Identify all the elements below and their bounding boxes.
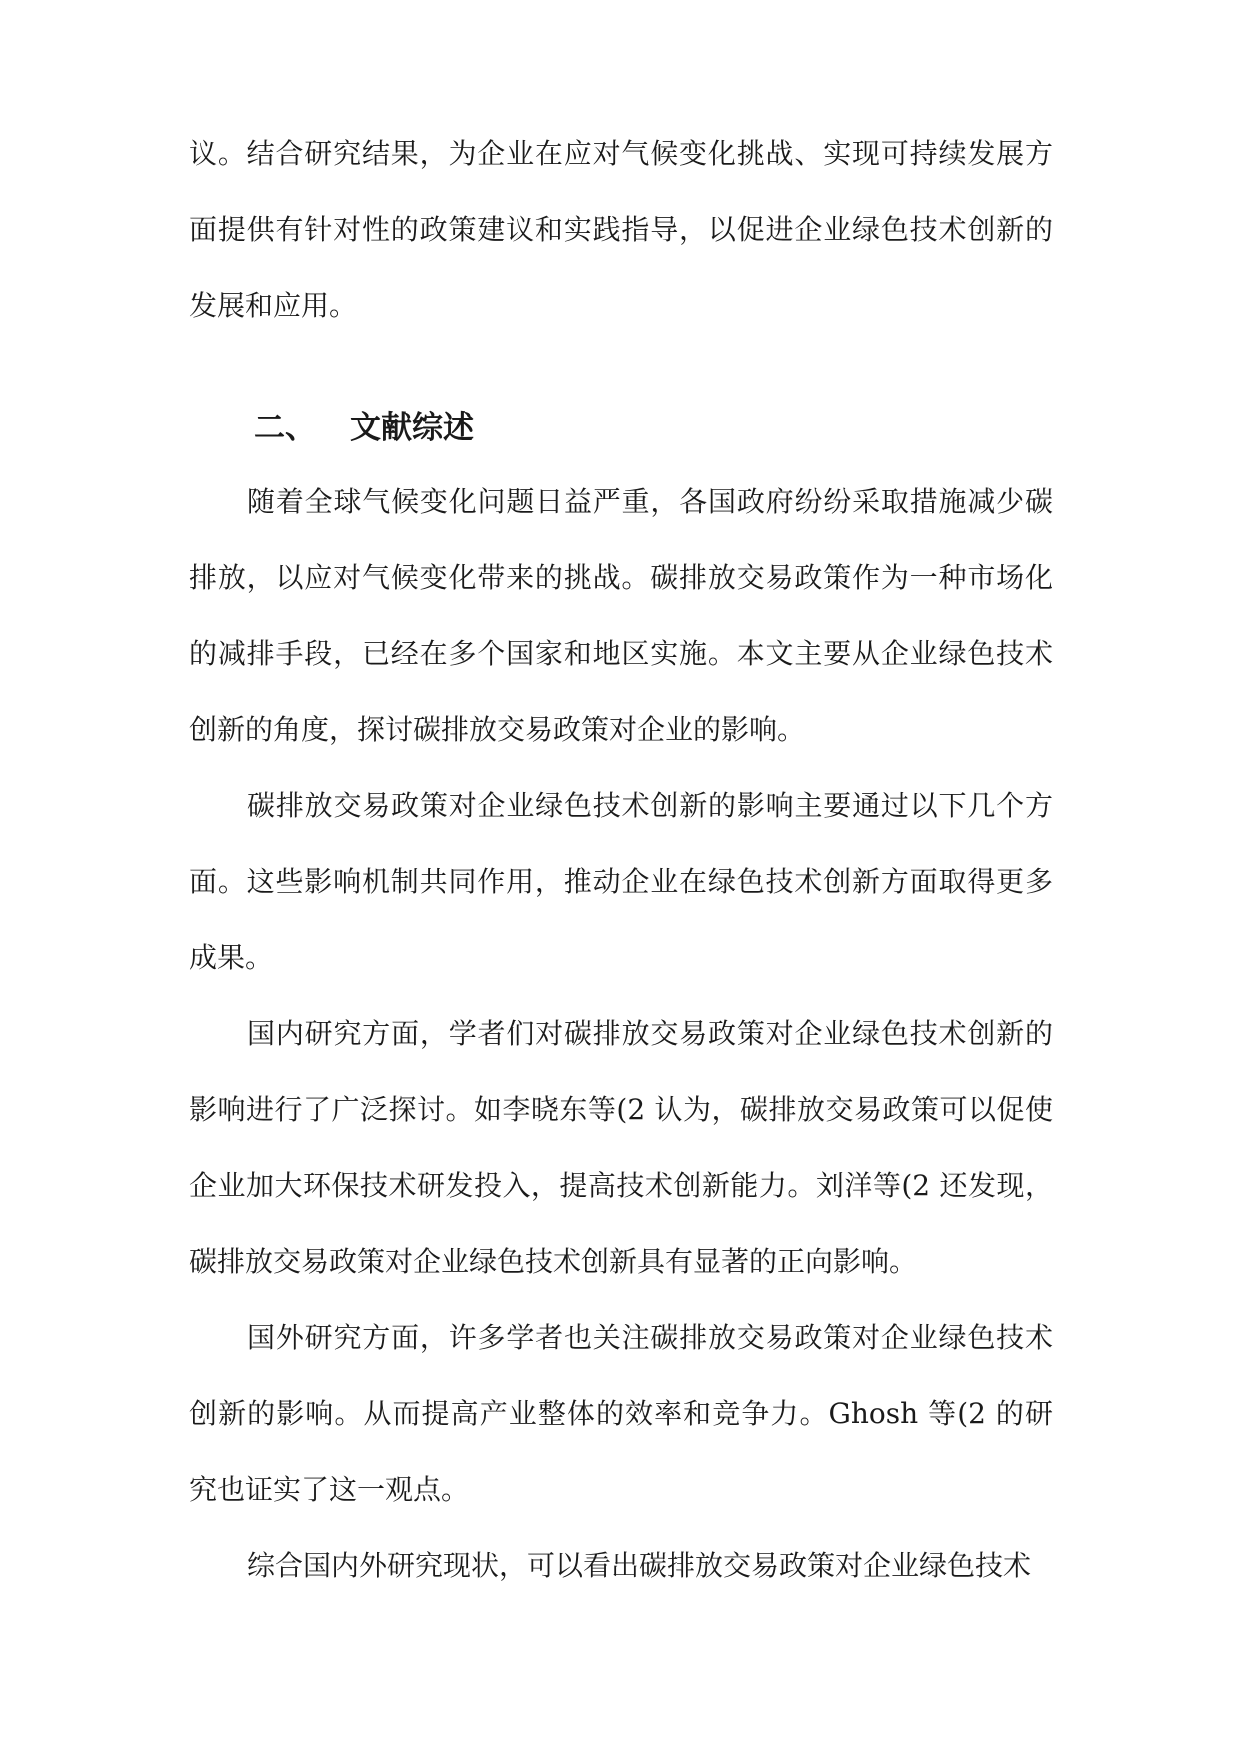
- section-heading: [254, 403, 474, 453]
- paragraph-domestic-research: 国内研究方面，学者们对碳排放交易政策对企业绿色技术创新的影响进行了广泛探讨。如李晓东等(2 认为，碳排放交易政策可以促使企业加大环保技术研发投入，提高技术创新能力。刘洋等(2 还发现，碳排放交易政策对企业绿色技术创新具有显著的正向影响。: [189, 1017, 1053, 1278]
- paragraph-intro-continuation: 议。结合研究结果，为企业在应对气候变化挑战、实现可持续发展方面提供有针对性的政策建议和实践指导，以促进企业绿色技术创新的发展和应用。: [189, 137, 1053, 322]
- section-number: 二、: [254, 410, 316, 446]
- paragraph-summary: 综合国内外研究现状，可以看出碳排放交易政策对企业绿色技术: [247, 1549, 1032, 1582]
- paragraph-foreign-research: 国外研究方面，许多学者也关注碳排放交易政策对企业绿色技术创新的影响。从而提高产业整体的效率和竞争力。Ghosh 等(2 的研究也证实了这一观点。: [189, 1321, 1053, 1506]
- paragraph-influence-mechanism: 碳排放交易政策对企业绿色技术创新的影响主要通过以下几个方面。这些影响机制共同作用，推动企业在绿色技术创新方面取得更多成果。: [189, 789, 1053, 974]
- section-title: 文献综述: [350, 410, 474, 446]
- paragraph-literature-background: 随着全球气候变化问题日益严重，各国政府纷纷采取措施减少碳排放，以应对气候变化带来的挑战。碳排放交易政策作为一种市场化的减排手段，已经在多个国家和地区实施。本文主要从企业绿色技术创新的角度，探讨碳排放交易政策对企业的影响。: [189, 485, 1053, 746]
